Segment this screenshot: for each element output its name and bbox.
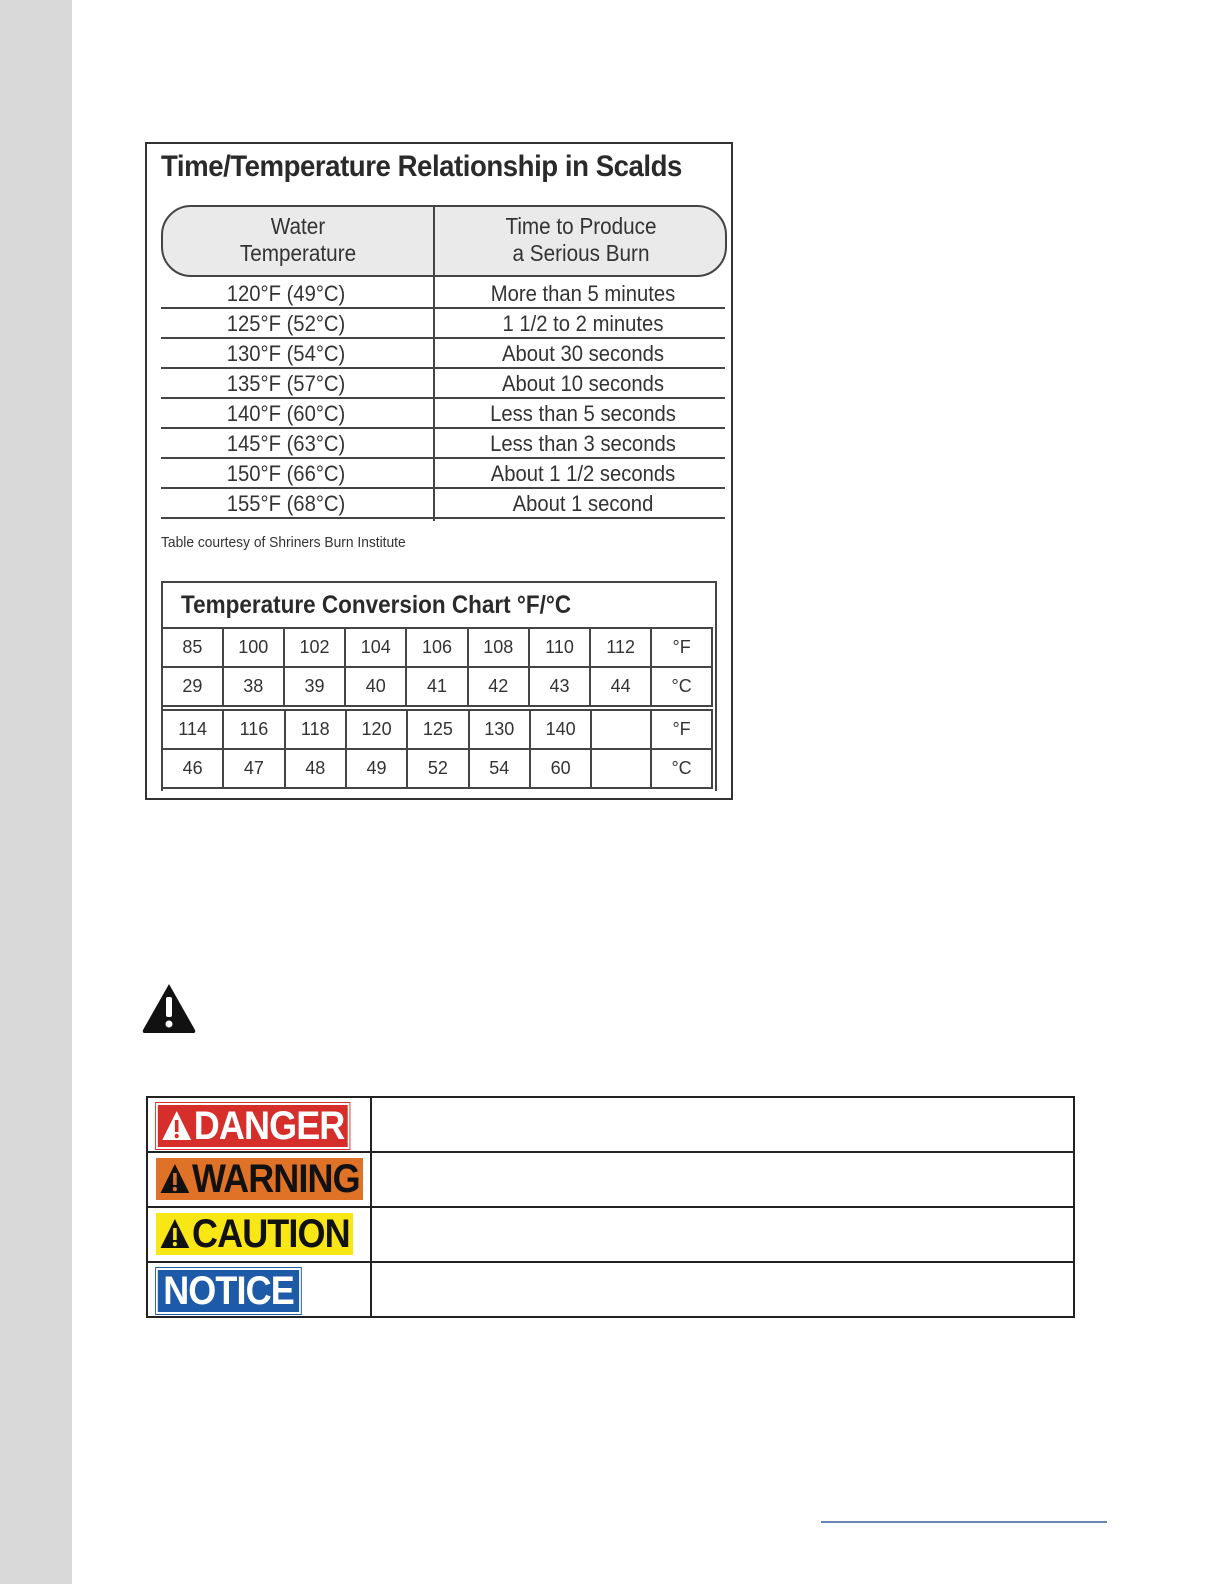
temp-cell: 130°F (54°C) (226, 341, 346, 366)
table-cell: 112 (590, 628, 651, 667)
footer-rule (821, 1521, 1107, 1523)
table-cell: 108 (468, 628, 529, 667)
table-cell: 130 (469, 710, 530, 749)
table-cell: 46 (162, 749, 223, 788)
temp-cell: 135°F (57°C) (226, 371, 346, 396)
table-courtesy-note: Table courtesy of Shriners Burn Institute (161, 534, 406, 551)
table-cell: 100 (223, 628, 284, 667)
table-cell: 114 (162, 710, 223, 749)
table-cell: 125 (407, 710, 468, 749)
signal-word-table (146, 1096, 1075, 1318)
table-cell (591, 749, 651, 788)
table-cell: 29 (162, 667, 223, 706)
table-row (147, 1152, 1074, 1207)
celsius-row (162, 667, 712, 706)
table-row (147, 1097, 1074, 1152)
table-cell: 60 (530, 749, 591, 788)
table-row (161, 337, 725, 369)
fahrenheit-row (162, 710, 712, 749)
time-cell: More than 5 minutes (490, 281, 676, 306)
time-cell: About 1 second (512, 491, 654, 516)
header-water-temperature: Water Temperature (239, 213, 357, 266)
header-time-to-burn: Time to Produce a Serious Burn (505, 213, 657, 266)
scald-table-body (161, 277, 725, 523)
temp-cell: 140°F (60°C) (226, 401, 346, 426)
table-cell: 118 (285, 710, 346, 749)
table-row (161, 307, 725, 339)
caution-badge (156, 1213, 353, 1255)
table-cell: 42 (468, 667, 529, 706)
time-cell: About 1 1/2 seconds (490, 461, 676, 486)
danger-label: DANGER (193, 1104, 345, 1148)
table-cell: 120 (346, 710, 407, 749)
temp-cell: 150°F (66°C) (226, 461, 346, 486)
table-cell: 48 (285, 749, 346, 788)
alert-icon (160, 1217, 191, 1251)
table-row (161, 367, 725, 399)
description-cell (371, 1097, 1074, 1152)
table-cell: 116 (223, 710, 284, 749)
table-cell: 44 (590, 667, 651, 706)
caution-label: CAUTION (192, 1212, 350, 1256)
table-cell: 104 (345, 628, 406, 667)
table-cell: 52 (407, 749, 468, 788)
table-cell: 41 (406, 667, 467, 706)
fahrenheit-row (162, 628, 712, 667)
table-cell: 40 (345, 667, 406, 706)
temp-cell: 120°F (49°C) (226, 281, 346, 306)
time-cell: About 10 seconds (501, 371, 665, 396)
scald-table-title: Time/Temperature Relationship in Scalds (161, 150, 682, 183)
header-divider (433, 207, 435, 275)
table-cell: 110 (529, 628, 590, 667)
table-cell: 140 (530, 710, 591, 749)
conversion-chart (161, 581, 717, 791)
alert-icon (160, 1162, 191, 1196)
description-cell (371, 1262, 1074, 1317)
table-cell: 49 (346, 749, 407, 788)
safety-alert-icon (141, 982, 197, 1034)
table-cell (591, 710, 651, 749)
table-cell: 38 (223, 667, 284, 706)
scald-figure (145, 142, 733, 800)
time-cell: Less than 5 seconds (490, 401, 676, 426)
table-cell: 102 (284, 628, 345, 667)
table-cell: 39 (284, 667, 345, 706)
scald-table-header (161, 205, 727, 277)
conversion-chart-title: Temperature Conversion Chart °F/°C (181, 591, 572, 619)
conversion-table-bottom (161, 709, 713, 789)
unit-cell: °F (651, 628, 712, 667)
table-cell: 47 (223, 749, 284, 788)
description-cell (371, 1152, 1074, 1207)
table-cell: 54 (469, 749, 530, 788)
alert-icon (161, 1109, 192, 1143)
time-cell: Less than 3 seconds (490, 431, 676, 456)
table-row (161, 427, 725, 459)
danger-badge (156, 1103, 350, 1149)
celsius-row (162, 749, 712, 788)
unit-cell: °C (651, 667, 712, 706)
conversion-table-top (161, 627, 713, 707)
temp-cell: 145°F (63°C) (226, 431, 346, 456)
temp-cell: 155°F (68°C) (226, 491, 346, 516)
table-row (161, 277, 725, 309)
temp-cell: 125°F (52°C) (226, 311, 346, 336)
notice-label: NOTICE (163, 1269, 294, 1313)
warning-badge (156, 1158, 363, 1200)
table-cell: 106 (406, 628, 467, 667)
left-margin-bar (0, 0, 72, 1584)
time-cell: 1 1/2 to 2 minutes (502, 311, 664, 336)
table-row (161, 457, 725, 489)
table-row (161, 397, 725, 429)
warning-label: WARNING (192, 1157, 360, 1201)
unit-cell: °C (651, 749, 712, 788)
table-row (161, 487, 725, 519)
table-row (147, 1262, 1074, 1317)
description-cell (371, 1207, 1074, 1262)
notice-badge (156, 1268, 301, 1314)
table-cell: 43 (529, 667, 590, 706)
table-cell: 85 (162, 628, 223, 667)
table-row (147, 1207, 1074, 1262)
unit-cell: °F (651, 710, 712, 749)
time-cell: About 30 seconds (501, 341, 665, 366)
